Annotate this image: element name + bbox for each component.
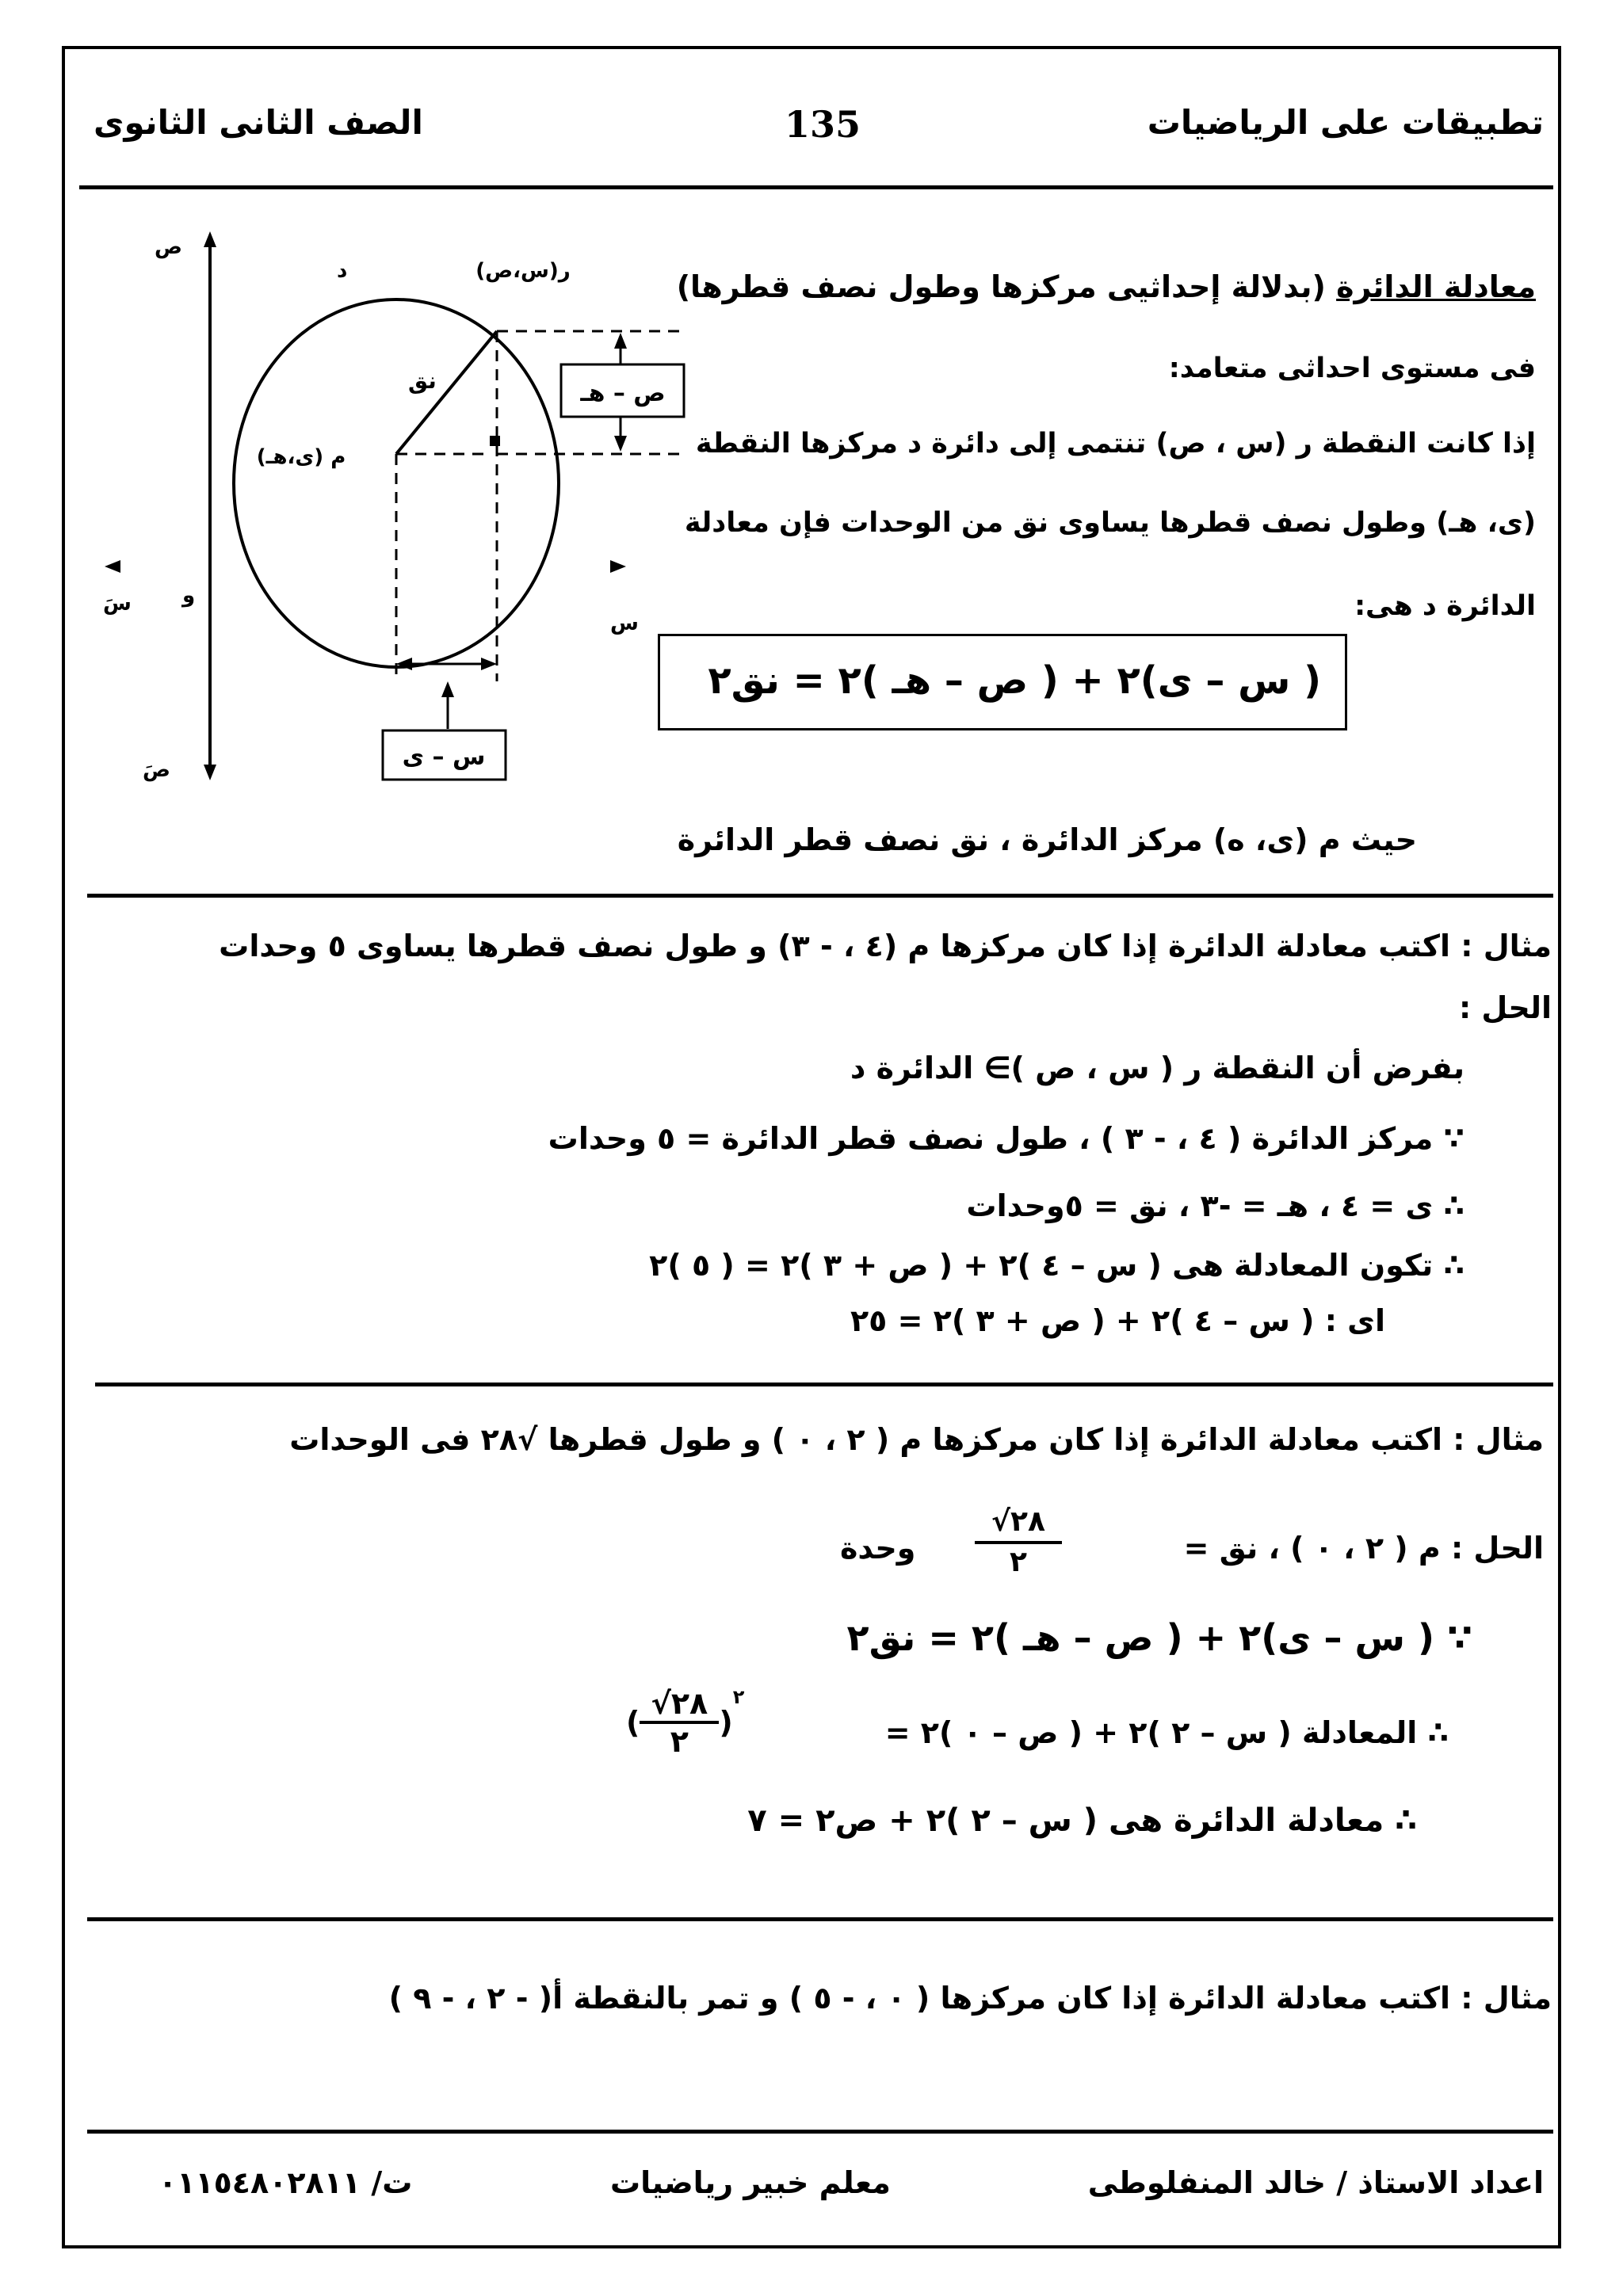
divider-4: [87, 2130, 1553, 2134]
vertical-diff-label: ص – هـ: [580, 379, 666, 407]
example1-solution-label: الحل :: [1458, 990, 1552, 1025]
header-subject: تطبيقات على الرياضيات: [1147, 103, 1544, 142]
x-axis-arrow-left: [105, 560, 120, 573]
example2-step2: ∵ ( س – ى)٢ + ( ص – هـ )٢ = نق٢: [846, 1616, 1472, 1659]
fraction-open-paren: ): [719, 1705, 733, 1740]
footer-phone: ت/ ٠١١٥٤٨٠٢٨١١: [158, 2165, 413, 2200]
example3-question: مثال : اكتب معادلة الدائرة إذا كان مركزها ( ٠ ، - ٥ ) و تمر بالنقطة أ( - ٢ ، - ٩ ): [388, 1981, 1552, 2016]
example1-step4: ∴ تكون المعادلة هى ( س – ٤ )٢ + ( ص + ٣ )٢ = ( ٥ )٢: [649, 1248, 1465, 1283]
example2-step4: ∴ معادلة الدائرة هى ( س – ٢ )٢ + ص٢ = ٧: [747, 1802, 1417, 1839]
divider-3: [87, 1917, 1553, 1921]
fraction-denominator: ٢: [670, 1724, 689, 1759]
fraction-square: ٢: [732, 1686, 745, 1708]
example1-step3: ∴ ى = ٤ ، هـ = -٣ ، نق = ٥وحدات: [966, 1188, 1465, 1223]
horizontal-pointer-arrow: [441, 681, 454, 697]
intro-heading: [677, 269, 1536, 304]
divider-1: [87, 894, 1553, 898]
circle-label: د: [337, 259, 348, 283]
section-title-note: (بدلالة إحداثيى مركزها وطول نصف قطرها): [676, 269, 1326, 304]
x-left-label: سَ: [103, 592, 132, 616]
page-number: 135: [785, 103, 861, 146]
y-axis-arrow-down: [204, 765, 216, 780]
fraction-close-paren: (: [626, 1705, 640, 1740]
right-angle-marker: [490, 436, 500, 446]
fraction-numerator: √٢٨: [975, 1505, 1062, 1544]
fraction-numerator: √٢٨: [640, 1686, 719, 1724]
example2-unit: وحدة: [840, 1531, 916, 1566]
y-axis-arrow-up: [204, 231, 216, 247]
vertical-measure-arrow-bottom: [614, 436, 627, 452]
x-axis-arrow-right: [610, 560, 626, 573]
intro-line4: الدائرة د هى:: [1354, 590, 1536, 622]
circle-formula: ( س – ى)٢ + ( ص – هـ )٢ = نق٢: [708, 658, 1321, 703]
fraction-wrap: [640, 1686, 719, 1759]
header-grade: الصف الثانى الثانوى: [94, 103, 423, 142]
origin-label: و: [182, 584, 196, 608]
example1-step2: ∵ مركز الدائرة ( ٤ ، - ٣ ) ، طول نصف قطر الدائرة = ٥ وحدات: [548, 1121, 1465, 1156]
vertical-measure-arrow-top: [614, 333, 627, 349]
example1-question: مثال : اكتب معادلة الدائرة إذا كان مركزها م (٤ ، - ٣) و طول نصف قطرها يساوى ٥ وحدات: [219, 929, 1552, 963]
point-label: ر(س،ص): [475, 259, 571, 283]
header-divider: [79, 185, 1553, 189]
circle-diagram: [79, 214, 705, 784]
example1-step5: اى : ( س – ٤ )٢ + ( ص + ٣ )٢ = ٢٥: [850, 1303, 1385, 1338]
footer-author: اعداد الاستاذ / خالد المنفلوطى: [1087, 2165, 1544, 2200]
center-label: م (ى،هـ): [256, 445, 346, 469]
formula-box: [658, 634, 1347, 730]
example2-question: مثال : اكتب معادلة الدائرة إذا كان مركزها م ( ٢ ، ٠ ) و طول قطرها √٢٨ فى الوحدات: [289, 1422, 1544, 1457]
intro-line1: فى مستوى احداثى متعامد:: [1168, 353, 1536, 384]
section-title: معادلة الدائرة: [1336, 269, 1536, 304]
example2-fraction: [975, 1505, 1062, 1578]
example1-step1: بفرض أن النقطة ر ( س ، ص )∋ الدائرة د: [850, 1051, 1465, 1085]
intro-line2: إذا كانت النقطة ر (س ، ص) تنتمى إلى دائرة د مركزها النقطة: [695, 428, 1536, 460]
example2-step3-fraction: [626, 1686, 744, 1759]
y-top-label: ص: [155, 235, 182, 259]
x-right-label: س: [610, 612, 639, 635]
radius-label: نق: [408, 368, 437, 394]
divider-2: [95, 1383, 1553, 1386]
footer-title: معلم خبير رياضيات: [610, 2165, 891, 2200]
intro-line3: (ى، هـ) وطول نصف قطرها يساوى نق من الوحدات فإن معادلة: [684, 507, 1536, 539]
example2-solution-start: الحل : م ( ٢ ، ٠ ) ، نق =: [1183, 1531, 1544, 1566]
fraction-denominator: ٢: [1010, 1546, 1027, 1578]
horizontal-measure-arrow-right: [481, 658, 497, 670]
y-bottom-label: صَ: [143, 758, 170, 782]
example2-step3: ∴ المعادلة ( س – ٢ )٢ + ( ص – ٠ )٢ =: [884, 1715, 1449, 1750]
intro-where: حيث م (ى، ه) مركز الدائرة ، نق نصف قطر الدائرة: [677, 822, 1417, 857]
horizontal-diff-label: س – ى: [402, 743, 486, 771]
